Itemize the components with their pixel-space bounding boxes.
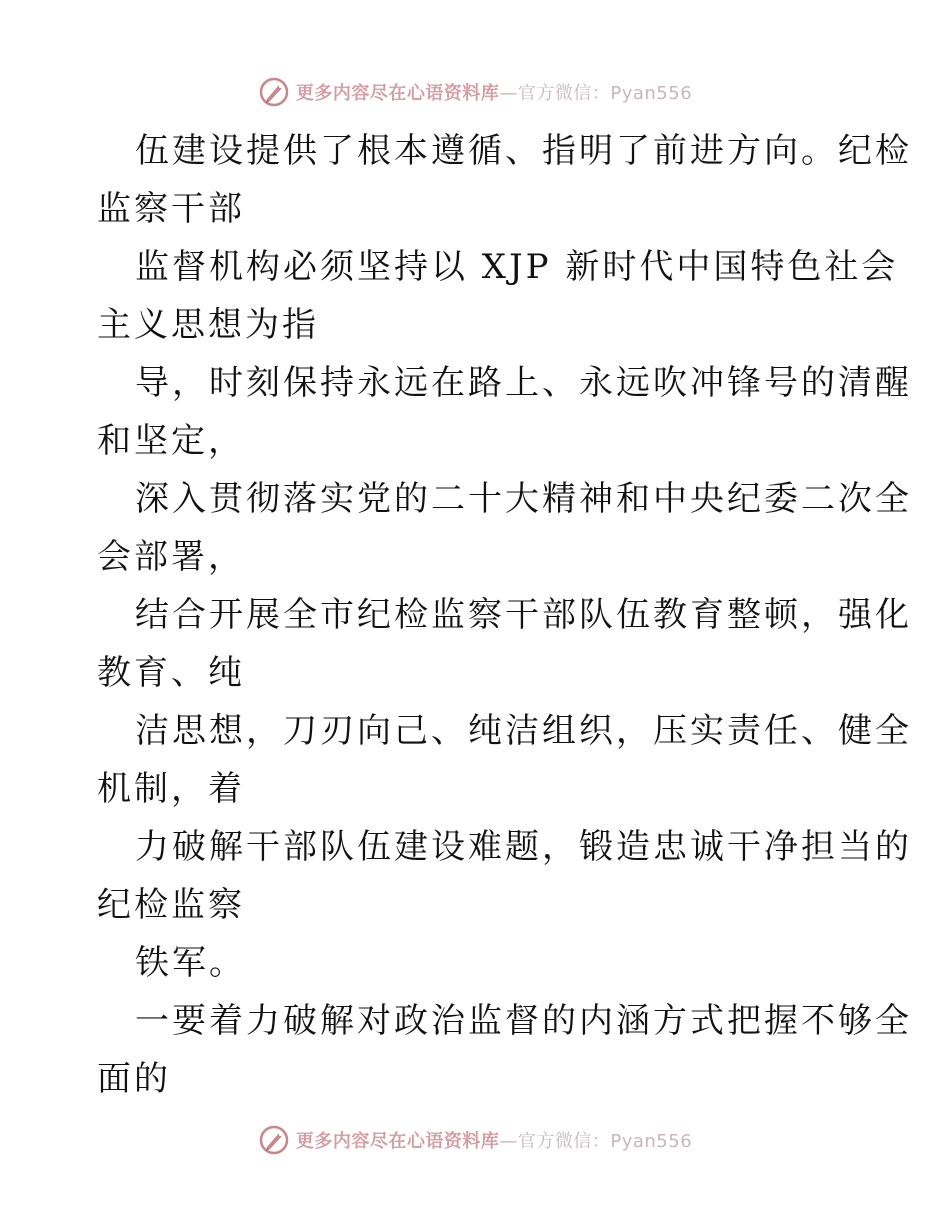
- watermark-text: [296, 79, 692, 105]
- footer-watermark: [0, 1120, 950, 1160]
- watermark-text: [296, 1127, 692, 1153]
- text-line: 洁思想，刀刃向己、纯洁组织，压实责任、健全: [135, 711, 912, 751]
- watermark-wechat-id: Pyan556: [610, 83, 693, 104]
- watermark-wechat-label: 官方微信：: [517, 83, 611, 104]
- text-line: 和坚定，: [97, 421, 245, 461]
- document-body: [97, 122, 912, 1108]
- text-line: 力破解干部队伍建设难题，锻造忠诚干净担当的: [135, 827, 912, 867]
- watermark-dash: —: [499, 83, 518, 104]
- text-line: 面的: [97, 1059, 171, 1099]
- pen-logo-icon: [258, 1124, 290, 1156]
- watermark-wechat-id: Pyan556: [610, 1131, 693, 1152]
- text-line: 监督机构必须坚持以 XJP 新时代中国特色社会: [135, 247, 899, 287]
- text-line: 监察干部: [97, 189, 245, 229]
- text-line: 机制，着: [97, 769, 245, 809]
- pen-logo-icon: [258, 76, 290, 108]
- header-watermark: [0, 72, 950, 112]
- text-line: 纪检监察: [97, 885, 245, 925]
- text-line: 结合开展全市纪检监察干部队伍教育整顿，强化: [135, 595, 912, 635]
- text-line: 一要着力破解对政治监督的内涵方式把握不够全: [135, 1001, 912, 1041]
- text-line: 会部署，: [97, 537, 245, 577]
- text-line: 伍建设提供了根本遵循、指明了前进方向。纪检: [135, 131, 912, 171]
- text-line: 主义思想为指: [97, 305, 319, 345]
- text-line: 深入贯彻落实党的二十大精神和中央纪委二次全: [135, 479, 912, 519]
- text-line: 铁军。: [135, 943, 246, 983]
- watermark-brand: 更多内容尽在心语资料库: [295, 1131, 500, 1152]
- watermark-brand: 更多内容尽在心语资料库: [295, 83, 500, 104]
- watermark-dash: —: [499, 1131, 518, 1152]
- text-line: 教育、纯: [97, 653, 245, 693]
- text-line: 导，时刻保持永远在路上、永远吹冲锋号的清醒: [135, 363, 912, 403]
- watermark-wechat-label: 官方微信：: [517, 1131, 611, 1152]
